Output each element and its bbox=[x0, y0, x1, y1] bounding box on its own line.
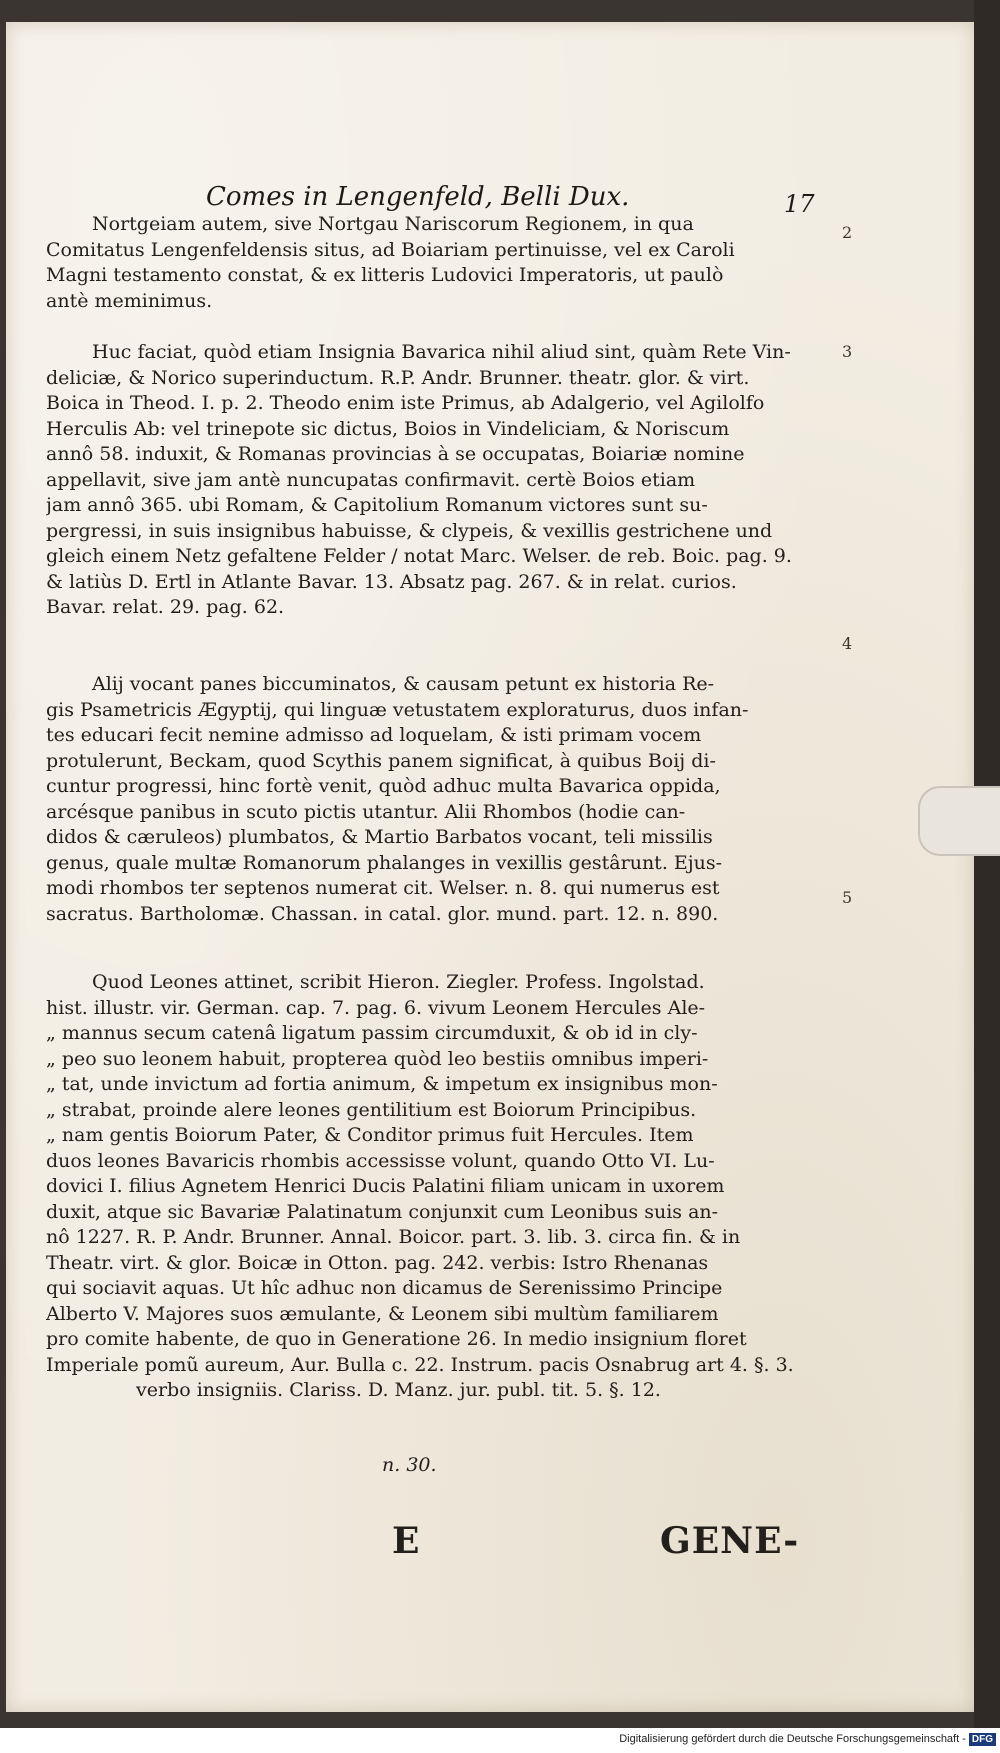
text-line: protulerunt, Beckam, quod Scythis panem significat, à quibus Boij di- bbox=[46, 749, 716, 772]
catchword: GENE- bbox=[660, 1520, 800, 1562]
text-line: jam annô 365. ubi Romam, & Capitolium Romanum victores sunt su- bbox=[46, 494, 708, 516]
paragraph-4 bbox=[46, 970, 816, 1404]
text-line: Herculis Ab: vel trinepote sic dictus, Boios in Vindeliciam, & Noriscum bbox=[46, 417, 730, 440]
running-head: Comes in Lengenfeld, Belli Dux. bbox=[206, 182, 630, 212]
margin-number-3: 3 bbox=[842, 342, 853, 361]
text-line: Huc faciat, quòd etiam Insignia Bavarica nihil aliud sint, quàm Rete Vin- bbox=[92, 341, 791, 363]
trailing-citation: n. 30. bbox=[382, 1454, 437, 1476]
text-line: Magni testamento constat, & ex litteris Ludovici Imperatoris, ut paulò bbox=[46, 264, 724, 286]
margin-number-4: 4 bbox=[842, 634, 853, 653]
binding-gutter bbox=[974, 0, 1000, 1753]
text-line: „ nam gentis Boiorum Pater, & Conditor primus fuit Hercules. Item bbox=[46, 1124, 694, 1146]
text-line: duxit, atque sic Bavariæ Palatinatum conjunxit cum Leonibus suis an- bbox=[46, 1200, 719, 1223]
margin-number-5: 5 bbox=[842, 888, 853, 907]
text-line: deliciæ, & Norico superinductum. R.P. Andr. Brunner. theatr. glor. & virt. bbox=[46, 366, 750, 389]
text-line: appellavit, sive jam antè nuncupatas confirmavit. certè Boios etiam bbox=[46, 468, 696, 491]
text-line: sacratus. Bartholomæ. Chassan. in catal. glor. mund. part. 12. n. 890. bbox=[46, 902, 719, 925]
page-number: 17 bbox=[784, 190, 815, 218]
dfg-logo: DFG bbox=[969, 1733, 996, 1746]
text-line: Theatr. virt. & glor. Boicæ in Otton. pag. 242. verbis: Istro Rhenanas bbox=[46, 1251, 709, 1274]
text-line: Nortgeiam autem, sive Nortgau Nariscorum Regionem, in qua bbox=[92, 213, 694, 235]
text-line: Comitatus Lengenfeldensis situs, ad Boiariam pertinuisse, vel ex Caroli bbox=[46, 238, 735, 261]
text-line: Imperiale pomũ aureum, Aur. Bulla c. 22. Instrum. pacis Osnabrug art 4. §. 3. bbox=[46, 1353, 794, 1376]
text-line: hist. illustr. vir. German. cap. 7. pag. 6. vivum Leonem Hercules Ale- bbox=[46, 996, 706, 1019]
paragraph-2 bbox=[46, 340, 816, 621]
text-line: duos leones Bavaricis rhombis accessisse volunt, quando Otto VI. Lu- bbox=[46, 1149, 715, 1172]
credit-text: Digitalisierung gefördert durch die Deutsche Forschungsgemeinschaft - bbox=[619, 1733, 966, 1745]
paragraph-3 bbox=[46, 672, 816, 927]
text-line: „ peo suo leonem habuit, propterea quòd leo bestiis omnibus imperi- bbox=[46, 1047, 709, 1070]
text-line: gleich einem Netz gefaltene Felder / notat Marc. Welser. de reb. Boic. pag. 9. bbox=[46, 545, 792, 567]
page-tab-flap bbox=[918, 786, 1000, 856]
text-line: Alij vocant panes biccuminatos, & causam petunt ex historia Re- bbox=[92, 673, 715, 695]
text-line: verbo insigniis. Clariss. D. Manz. jur. publ. tit. 5. §. 12. bbox=[136, 1379, 661, 1401]
text-line: arcésque panibus in scuto pictis utantur. Alii Rhombos (hodie can- bbox=[46, 800, 686, 823]
text-line: pro comite habente, de quo in Generatione 26. In medio insignium floret bbox=[46, 1328, 747, 1350]
text-line: Alberto V. Majores suos æmulante, & Leonem sibi multùm familiarem bbox=[46, 1302, 719, 1325]
text-line: gis Psametricis Ægyptij, qui linguæ vetustatem exploraturus, duos infan- bbox=[46, 698, 749, 721]
text-line: antè meminimus. bbox=[46, 289, 213, 312]
text-line: & latiùs D. Ertl in Atlante Bavar. 13. Absatz pag. 267. & in relat. curios. bbox=[46, 570, 737, 593]
margin-number-2: 2 bbox=[842, 223, 853, 242]
text-line: tes educari fecit nemine admisso ad loquelam, & isti primam vocem bbox=[46, 724, 702, 746]
text-line: „ strabat, proinde alere leones gentilitium est Boiorum Principibus. bbox=[46, 1098, 697, 1121]
text-line: „ tat, unde invictum ad fortia animum, & impetum ex insignibus mon- bbox=[46, 1073, 718, 1095]
text-line: annô 58. induxit, & Romanas provincias à se occupatas, Boiariæ nomine bbox=[46, 443, 745, 465]
paragraph-1 bbox=[46, 212, 816, 314]
text-line: dovici I. filius Agnetem Henrici Ducis Palatini filiam unicam in uxorem bbox=[46, 1175, 725, 1197]
text-line: nô 1227. R. P. Andr. Brunner. Annal. Boicor. part. 3. lib. 3. circa fin. & in bbox=[46, 1226, 741, 1248]
text-line: Quod Leones attinet, scribit Hieron. Ziegler. Profess. Ingolstad. bbox=[92, 971, 705, 993]
text-line: didos & cæruleos) plumbatos, & Martio Barbatos vocant, teli missilis bbox=[46, 826, 713, 848]
text-line: cuntur progressi, hinc fortè venit, quòd adhuc multa Bavarica oppida, bbox=[46, 775, 721, 797]
text-line: modi rhombos ter septenos numerat cit. Welser. n. 8. qui numerus est bbox=[46, 877, 720, 899]
text-line: „ mannus secum catenâ ligatum passim circumduxit, & ob id in cly- bbox=[46, 1022, 698, 1044]
text-line: Boica in Theod. I. p. 2. Theodo enim iste Primus, ab Adalgerio, vel Agilolfo bbox=[46, 392, 765, 414]
text-line: Bavar. relat. 29. pag. 62. bbox=[46, 596, 285, 618]
digitization-credit bbox=[619, 1733, 996, 1746]
text-line: genus, quale multæ Romanorum phalanges in vexillis gestârunt. Ejus- bbox=[46, 851, 723, 874]
text-line: pergressi, in suis insignibus habuisse, & clypeis, & vexillis gestrichene und bbox=[46, 519, 773, 542]
signature-mark: E bbox=[392, 1520, 421, 1562]
text-line: qui sociavit aquas. Ut hîc adhuc non dicamus de Serenissimo Principe bbox=[46, 1277, 723, 1299]
book-page bbox=[6, 22, 974, 1712]
